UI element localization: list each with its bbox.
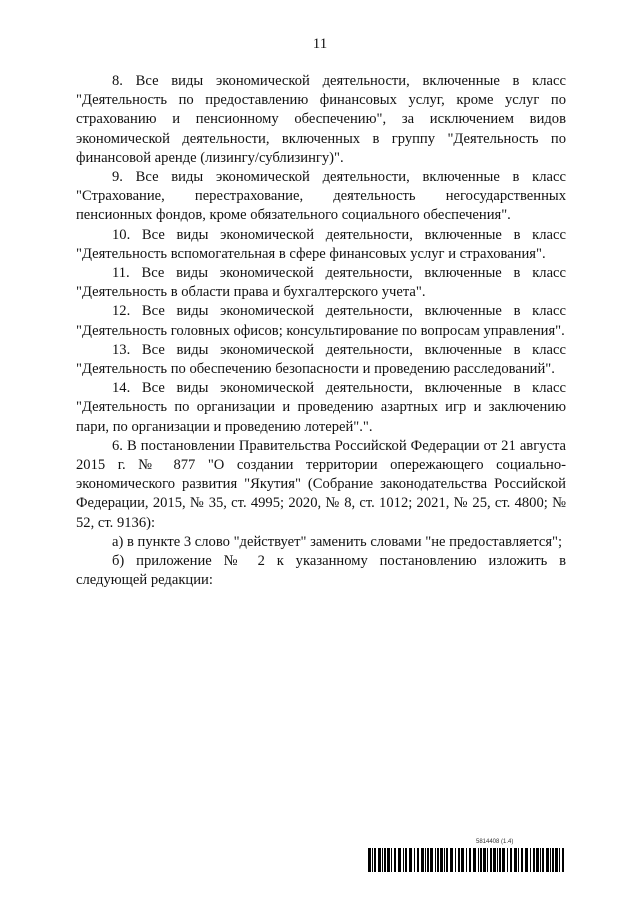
barcode-bar: [455, 848, 456, 872]
barcode-bar: [398, 848, 401, 872]
barcode-bar: [450, 848, 453, 872]
barcode-bar: [546, 848, 549, 872]
barcode-bar: [425, 848, 426, 872]
barcode-bar: [378, 848, 381, 872]
barcode-bar: [507, 848, 508, 872]
barcode-bar: [446, 848, 448, 872]
barcode-bar: [466, 848, 467, 872]
paragraph-subitem-a: а) в пункте 3 слово "действует" заменить словами "не предоставляется";: [112, 533, 563, 550]
paragraph-item-9: 9. Все виды экономической деятельности, включенные в класс "Страхование, перестрахование, деятельность негосударственных пенсионных фондов, кроме обязательного социального обеспечения".: [76, 169, 566, 224]
barcode-bar: [499, 848, 501, 872]
barcode-bar: [530, 848, 531, 872]
barcode-bar: [405, 848, 407, 872]
barcode-bar: [469, 848, 471, 872]
barcode-bar: [555, 848, 558, 872]
barcode-bar: [483, 848, 486, 872]
barcode-bar: [562, 848, 564, 872]
barcode-bar: [414, 848, 415, 872]
barcode-bar: [518, 848, 519, 872]
barcode-bar: [559, 848, 560, 872]
barcode-bar: [490, 848, 492, 872]
barcode-bar: [440, 848, 443, 872]
paragraph-item-13: 13. Все виды экономической деятельности, включенные в класс "Деятельность по обеспечению безопасности и проведению расследований".: [76, 341, 566, 378]
paragraph-item-12: 12. Все виды экономической деятельности, включенные в класс "Деятельность головных офисов; консультирование по вопросам управления".: [76, 303, 566, 339]
barcode-label: 5814408 (1.4): [476, 839, 514, 845]
barcode-bar: [368, 848, 371, 872]
paragraph-subitem-b: б) приложение № 2 к указанному постановлению изложить в следующей редакции:: [76, 553, 566, 589]
barcode-bar: [417, 848, 419, 872]
barcode-bar: [421, 848, 424, 872]
barcode-bar: [372, 848, 373, 872]
barcode-bar: [435, 848, 436, 872]
barcode-bar: [542, 848, 544, 872]
barcode-bar: [374, 848, 376, 872]
page-number: 11: [312, 36, 328, 52]
paragraph-item-14: 14. Все виды экономической деятельности, включенные в класс "Деятельность по организации и проведению азартных игр и заключению пари, по организации и проведению лотерей".".: [76, 380, 566, 435]
barcode-bar: [382, 848, 383, 872]
barcode-bar: [502, 848, 505, 872]
barcode-bar: [409, 848, 412, 872]
barcode-bar: [521, 848, 523, 872]
barcode-bar: [473, 848, 476, 872]
barcode-bar: [403, 848, 404, 872]
barcode-bar: [478, 848, 479, 872]
paragraph-item-8: 8. Все виды экономической деятельности, включенные в класс "Деятельность по предоставлению финансовых услуг, кроме услуг по страхованию и пенсионному обеспечению", за исключением видов экономической деятельности, включенных в группу "Деятельность по финансовой аренде (лизингу/сублизингу)".: [76, 73, 566, 166]
barcode-bar: [525, 848, 528, 872]
barcode-bar: [487, 848, 488, 872]
barcode-bar: [497, 848, 498, 872]
paragraph-section-6: 6. В постановлении Правительства Российской Федерации от 21 августа 2015 г. № 877 "О создании территории опережающего социально-экономического развития "Якутия" (Собрание законодательства Российской Федерации, 2015, № 35, ст. 4995; 2020, № 8, ст. 1012; 2021, № 25, ст. 4800; № 52, ст. 9136):: [76, 437, 566, 531]
barcode-bar: [514, 848, 517, 872]
barcode-bar: [480, 848, 482, 872]
barcode-bar: [461, 848, 464, 872]
barcode-bar: [427, 848, 429, 872]
barcode-bar: [536, 848, 539, 872]
paragraph-item-10: 10. Все виды экономической деятельности, включенные в класс "Деятельность вспомогательная в сфере финансовых услуг и страхования".: [76, 226, 566, 262]
barcode-bar: [430, 848, 433, 872]
document-body: [76, 72, 566, 590]
paragraph-item-11: 11. Все виды экономической деятельности, включенные в класс "Деятельность в области права и бухгалтерского учета".: [76, 265, 566, 301]
barcode-bar: [458, 848, 460, 872]
barcode-bar: [444, 848, 445, 872]
barcode-bar: [387, 848, 390, 872]
barcode-bar: [552, 848, 554, 872]
barcode-bar: [391, 848, 392, 872]
barcode-bar: [550, 848, 551, 872]
barcode-bar: [384, 848, 386, 872]
barcode-bar: [437, 848, 439, 872]
barcode-bar: [510, 848, 512, 872]
barcode-bar: [394, 848, 396, 872]
barcode-bar: [533, 848, 535, 872]
barcode-image: [368, 848, 564, 872]
barcode-bar: [493, 848, 496, 872]
barcode-bar: [540, 848, 541, 872]
